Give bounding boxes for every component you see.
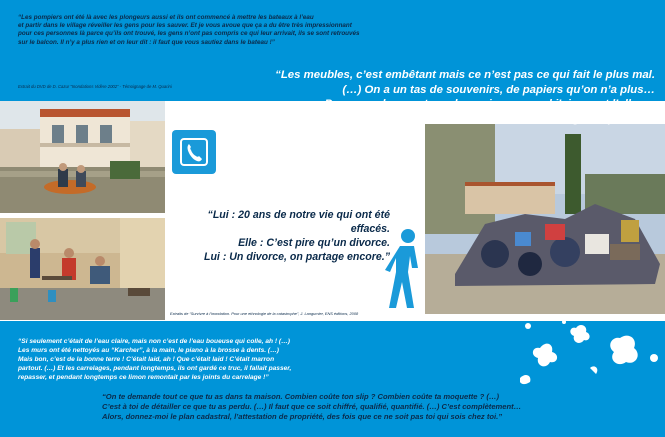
bottom-quote: “On te demande tout ce que tu as dans ta maison. Combien coûte ton slip ? Combien coûte ta moquette ? (…) C’est à toi de détailler ce que tu as perdu. (…) Il faut que ce soit chiffré, qualifié, quantifié. (…) C’est complètement… Alors, donnez-moi le plan cadastral, l’attestation de propriété, des fois que ce ne soit pas toi qui sois chez toi.” [102,392,522,421]
debris-pile-photo [425,124,665,314]
center-quote: “Lui : 20 ans de notre vie qui ont été effacés. Elle : C’est pire qu’un divorce. Lui : Un divorce, on partage encore.” [203,209,390,263]
top-quote: “Les pompiers ont été là avec les plongeurs aussi et ils ont commencé à mettre les bateaux à l’eau et partir dans le village réveiller les gens pour les sauver. Et je vous avoue que ça a du être très impressionnant pour ces personnes là parce qu’ils ont trouvé, les gens n’ont pas compris ce qui leur arrivait, ils se sont retrouvés sur le balcon. Il n’y a plus rien et on leur dit : il faut que vous sautiez dans le bateau !” [18,14,360,46]
interior-cleanup-photo [0,218,165,320]
splash-decoration [520,318,665,398]
walking-person-icon [384,228,428,310]
center-credit: Extraits de “Survivre à l’inondation. Pour une ethnologie de la catastrophe”, J. Langumier, ENS éditions, 2008 [170,311,359,316]
bottom-left-quote: “Si seulement c’était de l’eau claire, mais non c’est de l’eau boueuse qui colle, ah ! (…) Les murs ont été nettoyés au “Karcher”, à la main, le piano à la brosse à dents. (…) Mais bon, c’est de la bonne terre ! C’était laid, ah ! Que c’était laid ! C’était marron partout. (…) Et les carrelages, pendant longtemps, ils ont gardé ce truc, il fallait passer, repasser, et pendant longtemps ce limon remontait par les joints du carrelage !” [18,338,292,381]
phone-icon [172,130,216,174]
right-quote: “Les meubles, c’est embêtant mais ce n’est pas ce qui fait le plus mal. (…) On a un tas de souvenirs, de papiers qu’on n’a plus… Parce que le reportage du mariage, quand j’ai ouvert l’album, il n’y avait plus rien, c’était tout blanc, le limon avait mangé les photos.” [265,69,655,125]
top-credit: Extrait du DVD de D. Cazur “Inondations Vidère 2002” - Témoignage de M. Quarini [18,84,172,89]
flood-street-photo [0,101,165,213]
